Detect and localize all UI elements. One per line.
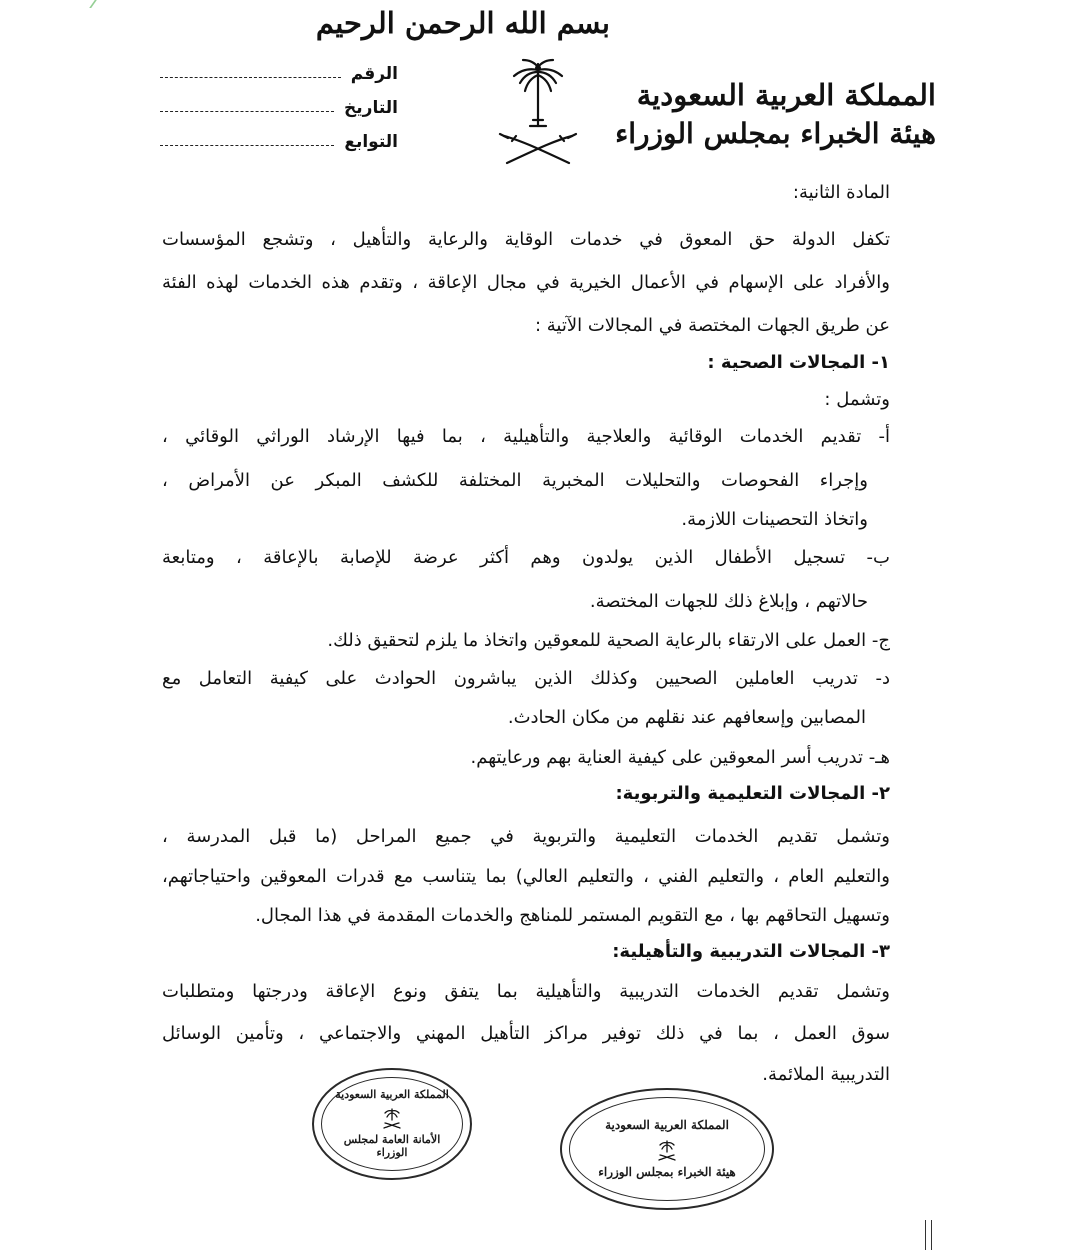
left-seal-bottom-text: الأمانة العامة لمجلس الوزراء — [343, 1133, 441, 1159]
section-1-item-a-line-3: واتخاذ التحصينات اللازمة. — [681, 509, 868, 530]
right-official-seal — [560, 1088, 774, 1210]
article-title: المادة الثانية: — [792, 182, 890, 203]
section-3-line-3: التدريبية الملائمة. — [762, 1064, 890, 1085]
section-1-item-b-line-2: حالاتهم ، وإبلاغ ذلك للجهات المختصة. — [589, 591, 868, 612]
section-2-line-2: والتعليم العام ، والتعليم الفني ، والتعليم العالي) بما يتناسب مع قدرات المعوقين واحتياجاتهم، — [162, 866, 890, 887]
section-3-title: ٣- المجالات التدريبية والتأهيلية: — [612, 941, 890, 962]
section-1-item-a-line-1: أ- تقديم الخدمات الوقائية والعلاجية والتأهيلية ، بما فيها الإرشاد الوراثي الوقائي ، — [162, 426, 890, 447]
right-seal-top-text: المملكة العربية السعودية — [605, 1117, 729, 1132]
reference-number-label: الرقم — [350, 64, 398, 84]
section-1-item-e: هـ- تدريب أسر المعوقين على كيفية العناية بهم ورعايتهم. — [470, 747, 890, 768]
left-seal-top-text: المملكة العربية السعودية — [335, 1088, 449, 1102]
reference-number-line — [160, 77, 341, 78]
date-line — [160, 111, 334, 112]
country-title: المملكة العربية السعودية — [636, 78, 936, 112]
date-label: التاريخ — [344, 98, 398, 118]
right-seal-bottom-text: هيئة الخبراء بمجلس الوزراء — [598, 1164, 736, 1179]
left-official-seal — [312, 1068, 472, 1180]
section-1-item-a-line-2: وإجراء الفحوصات والتحليلات المخبرية المختلفة للكشف المبكر عن الأمراض ، — [162, 470, 868, 491]
section-1-item-d-line-2: المصابين وإسعافهم عند نقلهم من مكان الحادث. — [507, 707, 866, 728]
section-1-title: ١- المجالات الصحية : — [707, 352, 890, 373]
date-field — [160, 94, 398, 122]
saudi-emblem-icon — [492, 52, 584, 170]
section-1-item-c: ج- العمل على الارتقاء بالرعاية الصحية للمعوقين واتخاذ ما يلزم لتحقيق ذلك. — [327, 630, 890, 651]
intro-line-2: والأفراد على الإسهام في الأعمال الخيرية في مجال الإعاقة ، وتقدم هذه الخدمات لهذه الفئة — [162, 272, 890, 293]
basmala: بسم الله الرحمن الرحيم — [315, 6, 610, 40]
reference-number-field — [160, 60, 398, 88]
section-1-intro: وتشمل : — [824, 389, 890, 410]
authority-title: هيئة الخبراء بمجلس الوزراء — [615, 117, 936, 150]
section-3-line-1: وتشمل تقديم الخدمات التدريبية والتأهيلية بما يتفق ونوع الإعاقة ودرجتها ومتطلبات — [162, 981, 890, 1002]
section-2-line-3: وتسهيل التحاقهم بها ، مع التقويم المستمر للمناهج والخدمات المقدمة في هذا المجال. — [255, 905, 890, 926]
attachments-line — [160, 145, 334, 146]
section-2-title: ٢- المجالات التعليمية والتربوية: — [615, 783, 890, 804]
section-1-item-b-line-1: ب- تسجيل الأطفال الذين يولدون وهم أكثر عرضة للإصابة بالإعاقة ، ومتابعة — [162, 547, 890, 568]
attachments-label: التوابع — [344, 132, 398, 152]
attachments-field — [160, 128, 398, 156]
corner-mark — [89, 0, 115, 8]
intro-line-3: عن طريق الجهات المختصة في المجالات الآتية : — [534, 315, 890, 336]
left-seal-emblem-icon — [380, 1106, 404, 1130]
footer-mark — [925, 1220, 932, 1250]
right-seal-emblem-icon — [655, 1138, 679, 1162]
section-2-line-1: وتشمل تقديم الخدمات التعليمية والتربوية في جميع المراحل (ما قبل المدرسة ، — [162, 826, 890, 847]
section-3-line-2: سوق العمل ، بما في ذلك توفير مراكز التأهيل المهني والاجتماعي ، وتأمين الوسائل — [162, 1023, 890, 1044]
intro-line-1: تكفل الدولة حق المعوق في خدمات الوقاية والرعاية والتأهيل ، وتشجع المؤسسات — [162, 229, 890, 250]
section-1-item-d-line-1: د- تدريب العاملين الصحيين وكذلك الذين يباشرون الحوادث على كيفية التعامل مع — [162, 668, 890, 689]
